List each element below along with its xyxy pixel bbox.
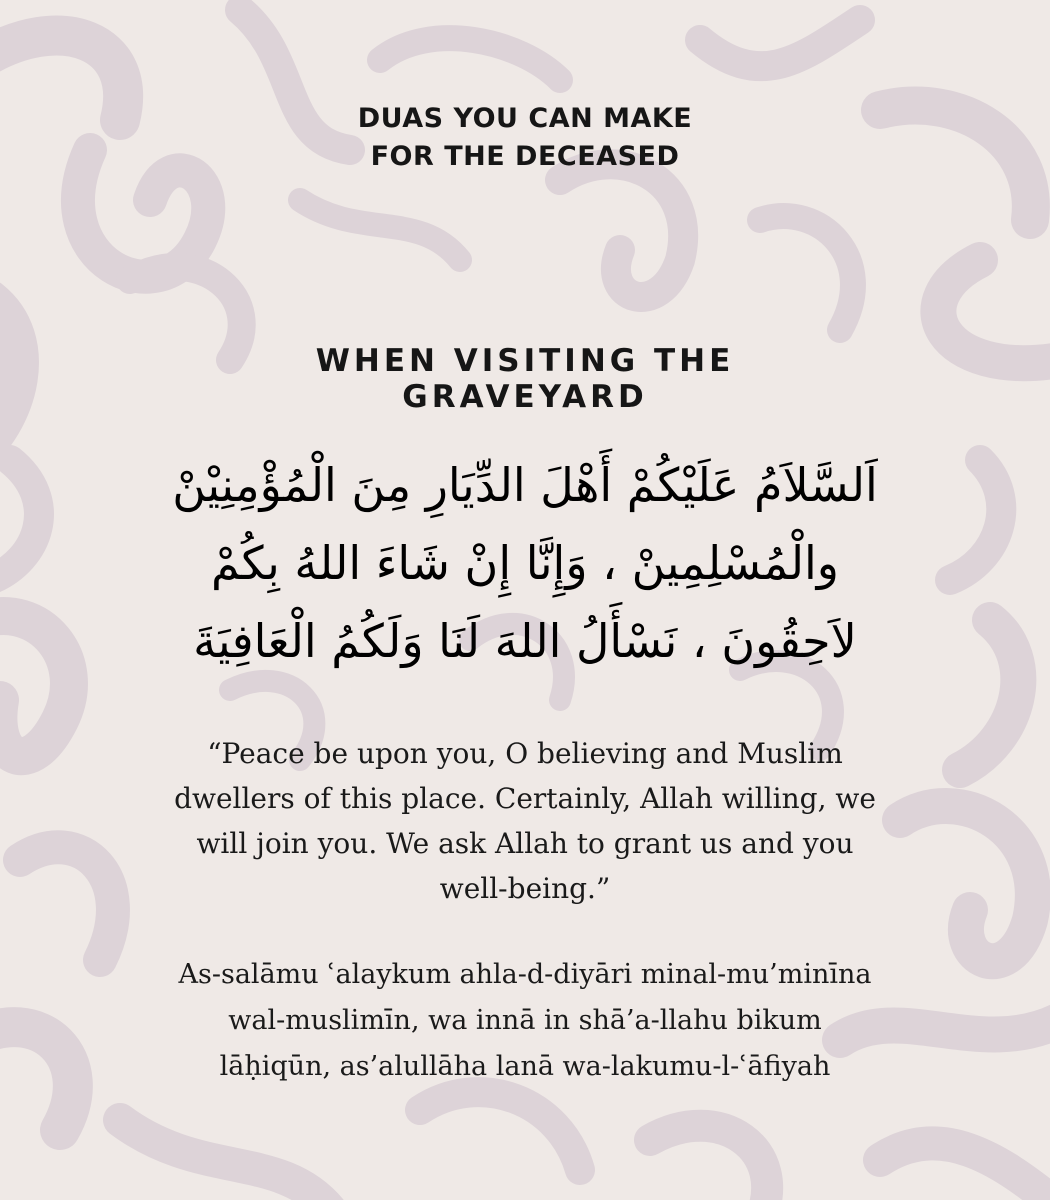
section-heading-line-2: GRAVEYARD (402, 379, 648, 415)
translation-line-4: well-being.” (439, 872, 611, 905)
translation-line-3: will join you. We ask Allah to grant us and you (196, 827, 854, 860)
transliteration-line-1: As-salāmu ʿalaykum ahla-d-diyāri minal-mu’minīna (178, 959, 872, 990)
section-heading-line-1: WHEN VISITING THE (315, 343, 735, 379)
series-title (0, 100, 1050, 176)
arabic-line-1: اَلسَّلاَمُ عَلَيْكُمْ أَهْلَ الدِّيَارِ مِنَ الْمُؤْمِنِيْنْ (172, 458, 878, 512)
english-translation (120, 731, 930, 911)
transliteration-line-2: wal-muslimīn, wa innā in shā’a-llahu bikum (228, 1005, 822, 1036)
section-heading (0, 343, 1050, 415)
series-title-line-1: DUAS YOU CAN MAKE (357, 103, 693, 134)
arabic-line-2: والْمُسْلِمِينْ ، وَإِنَّا إِنْ شَاءَ اللهُ بِكُمْ (210, 536, 839, 590)
translation-line-2: dwellers of this place. Certainly, Allah willing, we (174, 782, 876, 815)
transliteration-line-3: lāḥiqūn, as’alullāha lanā wa-lakumu-l-ʿāfiyah (219, 1051, 831, 1082)
series-title-line-2: FOR THE DECEASED (370, 141, 680, 172)
transliteration (110, 952, 940, 1090)
arabic-dua-text (100, 446, 950, 680)
translation-line-1: “Peace be upon you, O believing and Muslim (207, 737, 843, 770)
arabic-line-3: لاَحِقُونَ ، نَسْأَلُ اللهَ لَنَا وَلَكُمُ الْعَافِيَةَ (193, 614, 857, 668)
